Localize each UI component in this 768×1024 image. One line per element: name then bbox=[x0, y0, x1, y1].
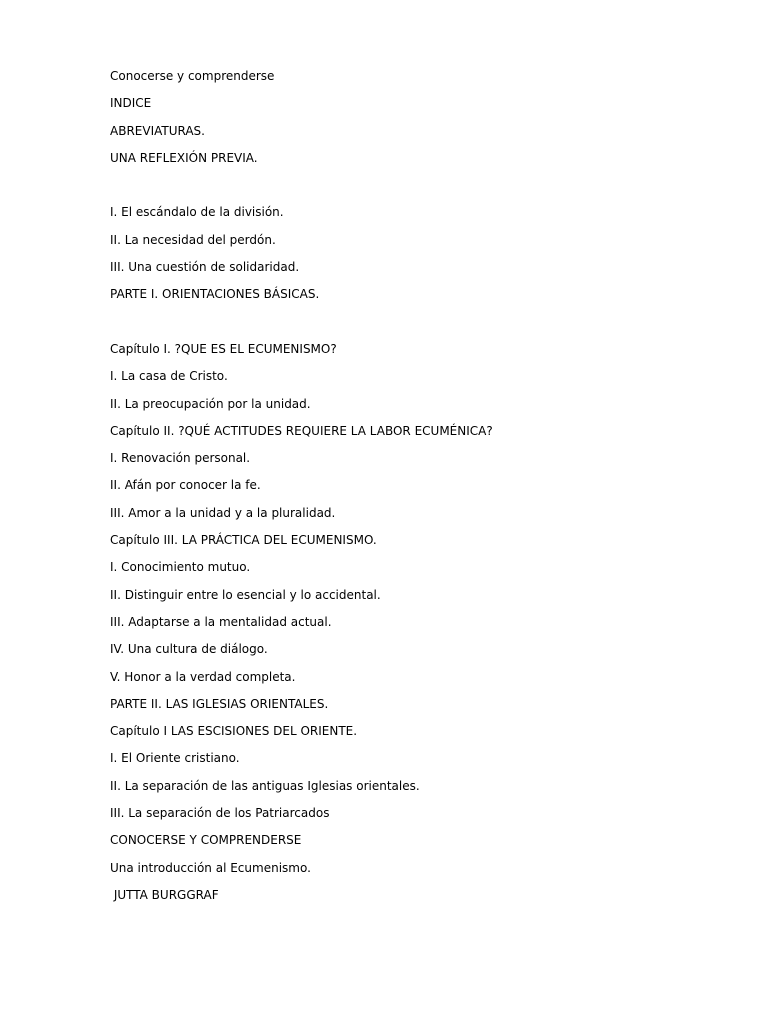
book-subtitle: Una introducción al Ecumenismo. bbox=[110, 860, 311, 875]
toc-entry: III. Amor a la unidad y a la pluralidad. bbox=[110, 505, 336, 520]
author-name: JUTTA BURGGRAF bbox=[110, 887, 219, 902]
chapter-heading: Capítulo II. ?QUÉ ACTITUDES REQUIERE LA LABOR ECUMÉNICA? bbox=[110, 423, 493, 438]
toc-entry: II. Afán por conocer la fe. bbox=[110, 478, 261, 493]
toc-entry: V. Honor a la verdad completa. bbox=[110, 669, 296, 684]
toc-entry: UNA REFLEXIÓN PREVIA. bbox=[110, 150, 258, 165]
toc-entry: I. La casa de Cristo. bbox=[110, 369, 228, 384]
toc-entry: II. La preocupación por la unidad. bbox=[110, 396, 311, 411]
toc-entry: II. La necesidad del perdón. bbox=[110, 232, 276, 247]
doc-title: Conocerse y comprenderse bbox=[110, 69, 275, 83]
toc-entry: I. Conocimiento mutuo. bbox=[110, 560, 251, 575]
book-title: CONOCERSE Y COMPRENDERSE bbox=[110, 833, 302, 848]
toc-entry: I. Renovación personal. bbox=[110, 451, 251, 466]
toc-entry: I. El Oriente cristiano. bbox=[110, 751, 240, 766]
toc-entry: I. El escándalo de la división. bbox=[110, 205, 284, 220]
blank-line bbox=[110, 177, 730, 194]
part-heading: PARTE II. LAS IGLESIAS ORIENTALES. bbox=[110, 696, 329, 711]
chapter-heading: Capítulo I LAS ESCISIONES DEL ORIENTE. bbox=[110, 724, 358, 739]
toc-entry: II. La separación de las antiguas Iglesias orientales. bbox=[110, 778, 420, 793]
document-page bbox=[110, 68, 730, 914]
toc-entry: II. Distinguir entre lo esencial y lo accidental. bbox=[110, 587, 381, 602]
toc-entry: ABREVIATURAS. bbox=[110, 123, 205, 138]
toc-entry: III. Una cuestión de solidaridad. bbox=[110, 260, 300, 275]
toc-entry: III. La separación de los Patriarcados bbox=[110, 806, 330, 821]
toc-entry: III. Adaptarse a la mentalidad actual. bbox=[110, 614, 332, 629]
index-heading: INDICE bbox=[110, 96, 152, 111]
toc-entry: IV. Una cultura de diálogo. bbox=[110, 642, 268, 657]
blank-line bbox=[110, 314, 730, 331]
part-heading: PARTE I. ORIENTACIONES BÁSICAS. bbox=[110, 287, 320, 302]
chapter-heading: Capítulo III. LA PRÁCTICA DEL ECUMENISMO. bbox=[110, 533, 377, 548]
chapter-heading: Capítulo I. ?QUE ES EL ECUMENISMO? bbox=[110, 341, 337, 356]
